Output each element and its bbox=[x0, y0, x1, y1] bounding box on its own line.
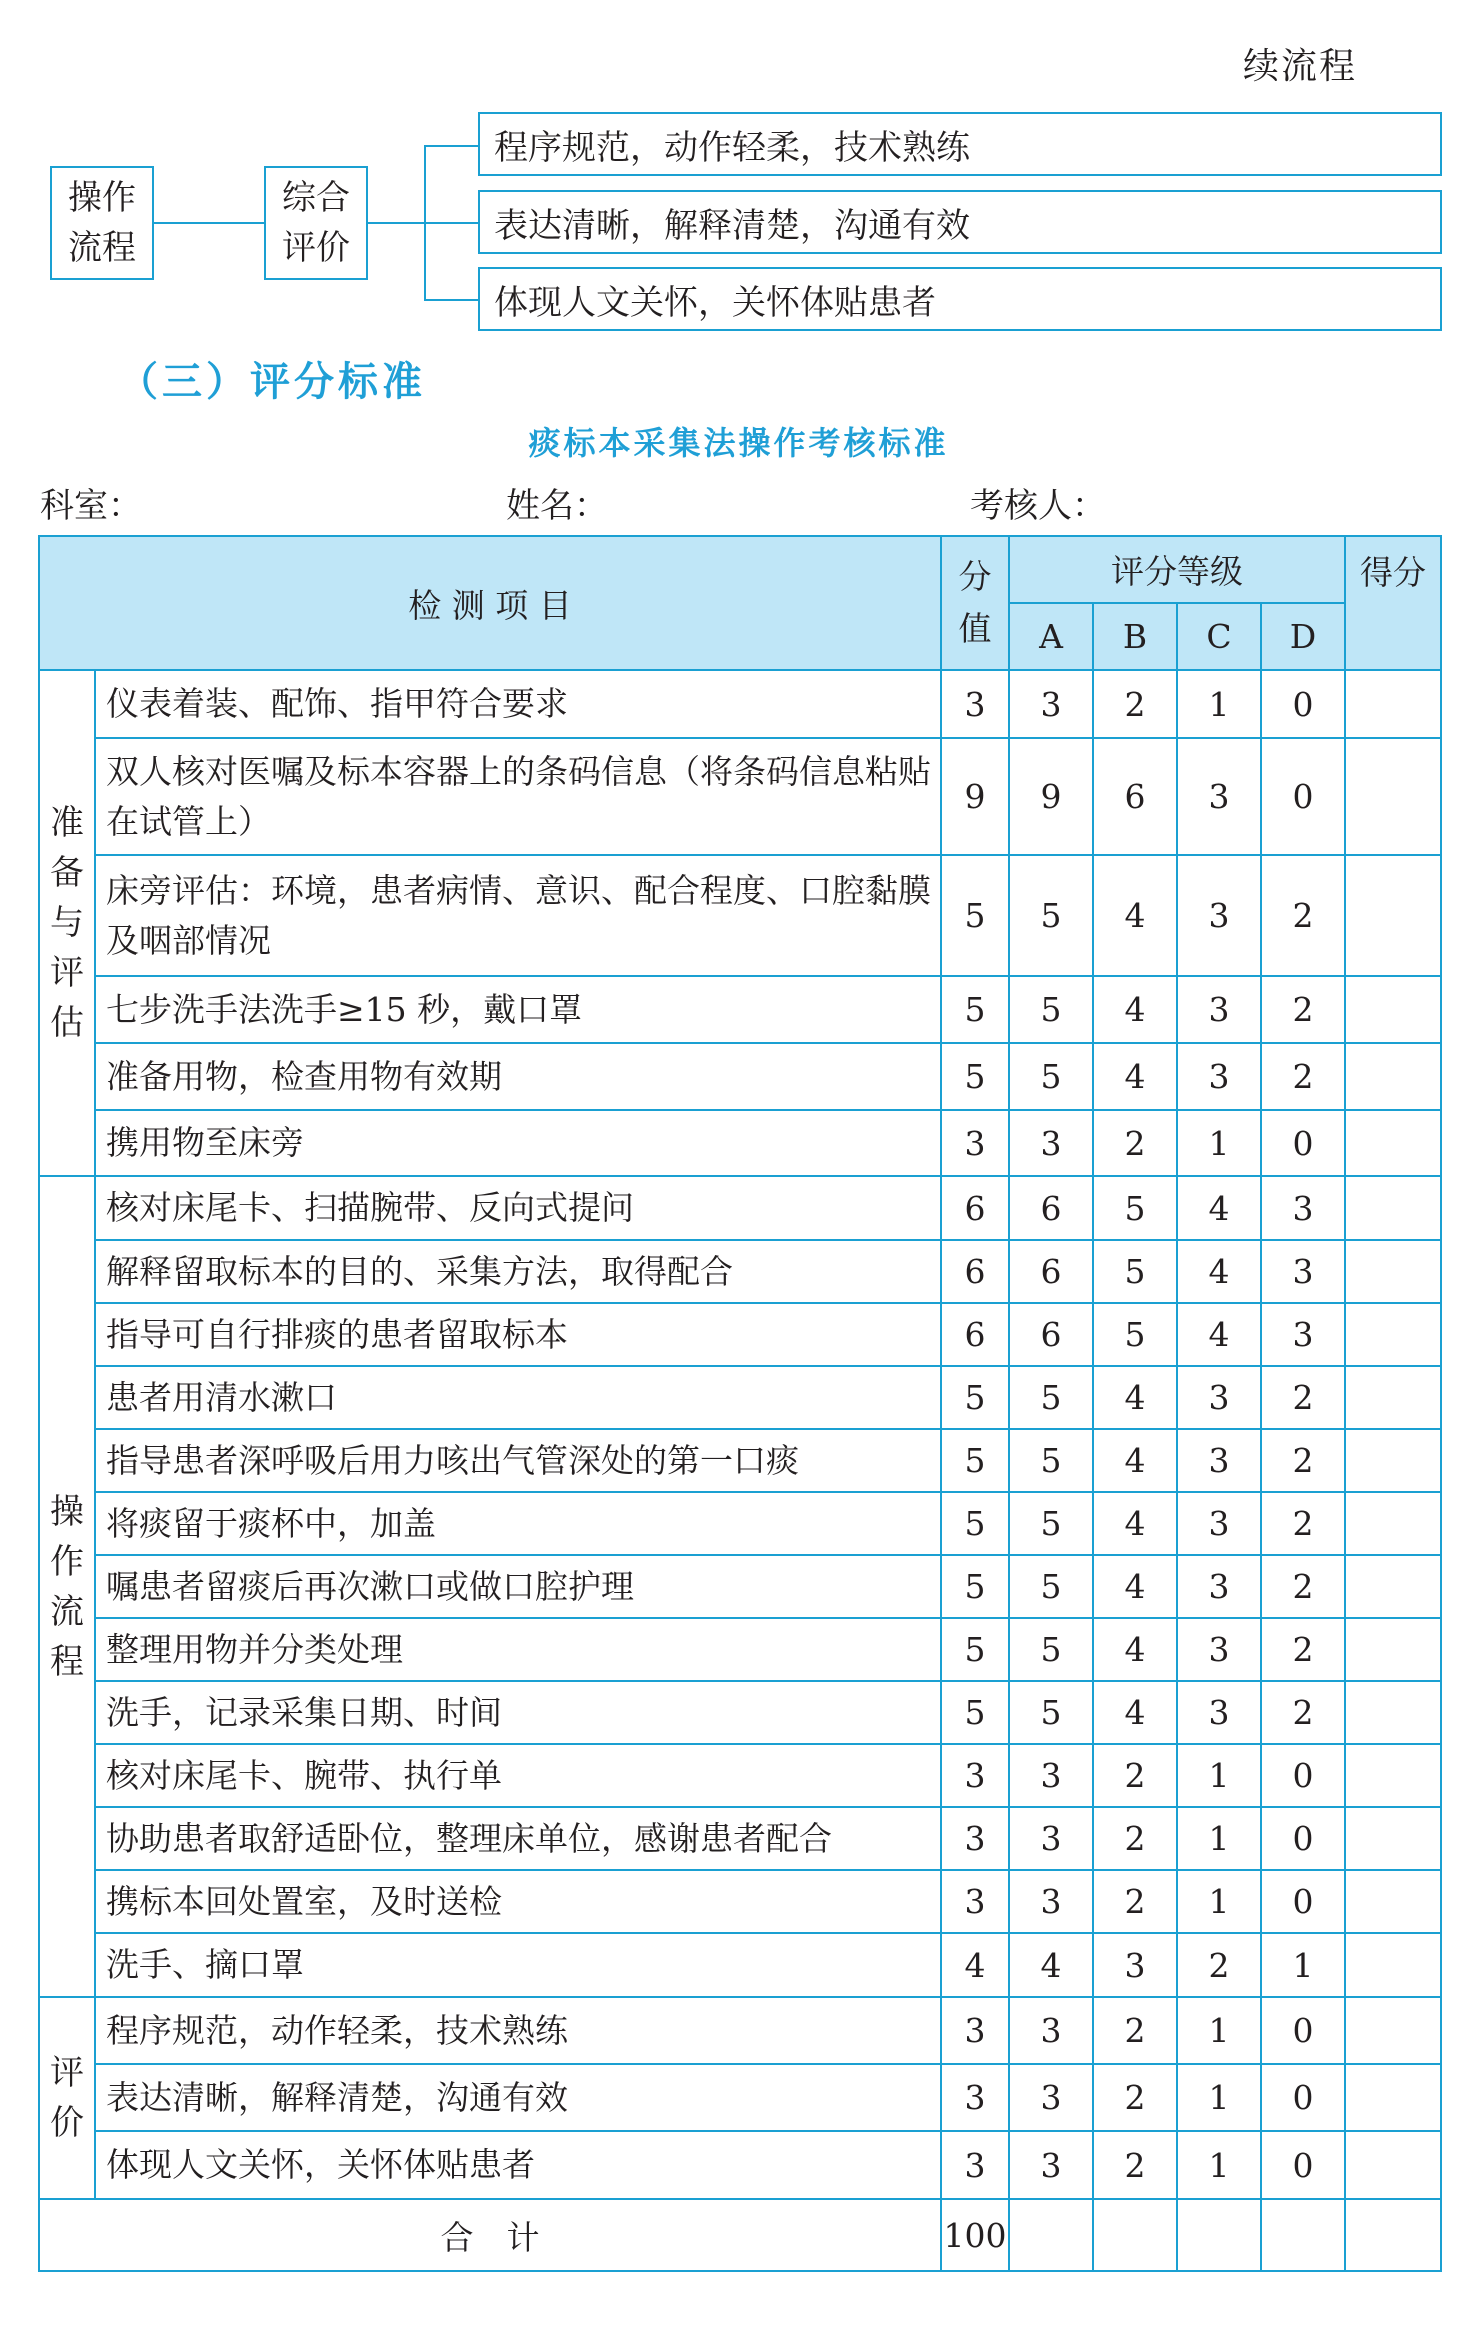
score-cell: 5 bbox=[941, 1681, 1009, 1744]
category-char: 作 bbox=[50, 1541, 84, 1582]
meta-examiner: 考核人： bbox=[970, 486, 1106, 526]
grade-cell: 5 bbox=[1009, 1043, 1093, 1110]
table-row bbox=[39, 1492, 1441, 1555]
header-grade-b: B bbox=[1093, 603, 1177, 670]
obtained-cell bbox=[1345, 1043, 1441, 1110]
grade-cell: 3 bbox=[1177, 1555, 1261, 1618]
grade-cell: 4 bbox=[1093, 1618, 1177, 1681]
grade-cell: 2 bbox=[1261, 1681, 1345, 1744]
obtained-cell bbox=[1345, 1870, 1441, 1933]
table-row bbox=[39, 1744, 1441, 1807]
grade-cell: 3 bbox=[1009, 2064, 1093, 2131]
grade-cell: 2 bbox=[1093, 1744, 1177, 1807]
grade-cell: 4 bbox=[1093, 1366, 1177, 1429]
table-row bbox=[39, 1043, 1441, 1110]
flow-stage-line: 操作 bbox=[68, 178, 136, 218]
score-cell: 3 bbox=[941, 2064, 1009, 2131]
grade-cell: 3 bbox=[1261, 1176, 1345, 1240]
table-row bbox=[39, 1240, 1441, 1303]
continued-label: 续流程 bbox=[1242, 46, 1357, 87]
table-row bbox=[39, 1366, 1441, 1429]
grade-cell: 0 bbox=[1261, 1870, 1345, 1933]
grade-cell: 4 bbox=[1093, 855, 1177, 976]
grade-cell: 4 bbox=[1177, 1240, 1261, 1303]
grade-cell: 0 bbox=[1261, 1110, 1345, 1176]
category-cell bbox=[39, 1176, 95, 1997]
item-cell: 七步洗手法洗手≥15 秒，戴口罩 bbox=[95, 976, 941, 1043]
grade-cell: 4 bbox=[1093, 1555, 1177, 1618]
grade-cell: 6 bbox=[1009, 1303, 1093, 1366]
item-cell: 表达清晰，解释清楚，沟通有效 bbox=[95, 2064, 941, 2131]
grade-cell: 5 bbox=[1009, 1681, 1093, 1744]
obtained-cell bbox=[1345, 1303, 1441, 1366]
grade-cell: 6 bbox=[1009, 1240, 1093, 1303]
score-cell: 3 bbox=[941, 1744, 1009, 1807]
score-cell: 5 bbox=[941, 855, 1009, 976]
flow-stage-line: 流程 bbox=[68, 228, 136, 268]
grade-cell: 1 bbox=[1177, 670, 1261, 738]
header-grade-a: A bbox=[1009, 603, 1093, 670]
table-row bbox=[39, 1807, 1441, 1870]
table-row bbox=[39, 1176, 1441, 1240]
score-cell: 4 bbox=[941, 1933, 1009, 1997]
grade-cell: 3 bbox=[1177, 1492, 1261, 1555]
score-cell: 3 bbox=[941, 1807, 1009, 1870]
category-char: 评 bbox=[50, 953, 84, 993]
grade-cell: 5 bbox=[1009, 976, 1093, 1043]
grade-cell: 3 bbox=[1177, 976, 1261, 1043]
total-empty-cell bbox=[1177, 2199, 1261, 2271]
grade-cell: 3 bbox=[1009, 1744, 1093, 1807]
item-cell: 携用物至床旁 bbox=[95, 1110, 941, 1176]
category-char: 流 bbox=[50, 1591, 84, 1632]
grade-cell: 3 bbox=[1177, 855, 1261, 976]
obtained-cell bbox=[1345, 1555, 1441, 1618]
grade-cell: 4 bbox=[1177, 1303, 1261, 1366]
score-cell: 3 bbox=[941, 670, 1009, 738]
total-score: 100 bbox=[941, 2199, 1009, 2271]
grade-cell: 0 bbox=[1261, 1744, 1345, 1807]
score-cell: 3 bbox=[941, 1997, 1009, 2064]
grade-cell: 0 bbox=[1261, 2131, 1345, 2199]
grade-cell: 1 bbox=[1177, 1870, 1261, 1933]
grade-cell: 2 bbox=[1093, 2131, 1177, 2199]
grade-cell: 1 bbox=[1177, 1110, 1261, 1176]
score-cell: 5 bbox=[941, 1043, 1009, 1110]
obtained-cell bbox=[1345, 1429, 1441, 1492]
grade-cell: 3 bbox=[1009, 1807, 1093, 1870]
grade-cell: 0 bbox=[1261, 1807, 1345, 1870]
header-score bbox=[941, 536, 1009, 670]
table-row bbox=[39, 1110, 1441, 1176]
item-cell: 指导可自行排痰的患者留取标本 bbox=[95, 1303, 941, 1366]
score-cell: 9 bbox=[941, 738, 1009, 855]
total-row bbox=[39, 2199, 1441, 2271]
item-cell: 准备用物，检查用物有效期 bbox=[95, 1043, 941, 1110]
flow-eval-line: 评价 bbox=[282, 228, 350, 268]
section-title: （三）评分标准 bbox=[118, 359, 426, 405]
grade-cell: 0 bbox=[1261, 2064, 1345, 2131]
grade-cell: 2 bbox=[1093, 1870, 1177, 1933]
table-row bbox=[39, 1933, 1441, 1997]
score-cell: 5 bbox=[941, 976, 1009, 1043]
table-row bbox=[39, 738, 1441, 855]
grade-cell: 5 bbox=[1093, 1240, 1177, 1303]
grade-cell: 2 bbox=[1093, 2064, 1177, 2131]
obtained-cell bbox=[1345, 1618, 1441, 1681]
item-cell: 嘱患者留痰后再次漱口或做口腔护理 bbox=[95, 1555, 941, 1618]
item-cell: 程序规范，动作轻柔，技术熟练 bbox=[95, 1997, 941, 2064]
grade-cell: 3 bbox=[1261, 1303, 1345, 1366]
obtained-cell bbox=[1345, 2131, 1441, 2199]
header-score-line: 值 bbox=[958, 609, 992, 648]
grade-cell: 2 bbox=[1093, 670, 1177, 738]
header-grade-d: D bbox=[1261, 603, 1345, 670]
grade-cell: 3 bbox=[1009, 670, 1093, 738]
total-empty-cell bbox=[1009, 2199, 1093, 2271]
item-cell: 患者用清水漱口 bbox=[95, 1366, 941, 1429]
grade-cell: 5 bbox=[1009, 855, 1093, 976]
obtained-cell bbox=[1345, 738, 1441, 855]
grade-cell: 1 bbox=[1177, 2131, 1261, 2199]
header-grade: 评分等级 bbox=[1009, 536, 1345, 603]
grade-cell: 9 bbox=[1009, 738, 1093, 855]
grade-cell: 3 bbox=[1009, 1110, 1093, 1176]
item-cell: 协助患者取舒适卧位，整理床单位，感谢患者配合 bbox=[95, 1807, 941, 1870]
grade-cell: 5 bbox=[1009, 1555, 1093, 1618]
grade-cell: 0 bbox=[1261, 1997, 1345, 2064]
header-grade-c: C bbox=[1177, 603, 1261, 670]
grade-cell: 2 bbox=[1261, 1429, 1345, 1492]
grade-cell: 3 bbox=[1009, 1997, 1093, 2064]
category-char: 操 bbox=[50, 1491, 84, 1532]
category-char: 评 bbox=[50, 2053, 84, 2093]
flow-item: 体现人文关怀，关怀体贴患者 bbox=[478, 267, 1442, 331]
grade-cell: 2 bbox=[1261, 1618, 1345, 1681]
category-char: 备 bbox=[50, 853, 84, 893]
obtained-cell bbox=[1345, 1176, 1441, 1240]
table-row bbox=[39, 1303, 1441, 1366]
score-cell: 5 bbox=[941, 1492, 1009, 1555]
grade-cell: 2 bbox=[1093, 1807, 1177, 1870]
total-empty-cell bbox=[1261, 2199, 1345, 2271]
total-label: 合 计 bbox=[39, 2199, 941, 2271]
grade-cell: 1 bbox=[1177, 1997, 1261, 2064]
table-title: 痰标本采集法操作考核标准 bbox=[528, 424, 949, 462]
item-cell: 核对床尾卡、腕带、执行单 bbox=[95, 1744, 941, 1807]
grade-cell: 1 bbox=[1177, 2064, 1261, 2131]
table-row bbox=[39, 670, 1441, 738]
grade-cell: 3 bbox=[1177, 1429, 1261, 1492]
category-char: 准 bbox=[50, 803, 84, 843]
obtained-cell bbox=[1345, 1366, 1441, 1429]
score-cell: 3 bbox=[941, 1870, 1009, 1933]
score-cell: 5 bbox=[941, 1429, 1009, 1492]
grade-cell: 3 bbox=[1261, 1240, 1345, 1303]
grade-cell: 5 bbox=[1009, 1429, 1093, 1492]
total-empty-cell bbox=[1093, 2199, 1177, 2271]
item-cell: 整理用物并分类处理 bbox=[95, 1618, 941, 1681]
grade-cell: 4 bbox=[1093, 976, 1177, 1043]
grade-cell: 4 bbox=[1009, 1933, 1093, 1997]
grade-cell: 4 bbox=[1093, 1043, 1177, 1110]
grade-cell: 5 bbox=[1009, 1366, 1093, 1429]
header-item: 检 测 项 目 bbox=[39, 536, 941, 670]
grade-cell: 5 bbox=[1009, 1492, 1093, 1555]
grade-cell: 2 bbox=[1261, 1366, 1345, 1429]
grade-cell: 4 bbox=[1093, 1429, 1177, 1492]
score-cell: 6 bbox=[941, 1176, 1009, 1240]
grade-cell: 3 bbox=[1177, 738, 1261, 855]
grade-cell: 3 bbox=[1177, 1681, 1261, 1744]
score-cell: 6 bbox=[941, 1240, 1009, 1303]
obtained-cell bbox=[1345, 1492, 1441, 1555]
grade-cell: 5 bbox=[1093, 1176, 1177, 1240]
grade-cell: 4 bbox=[1093, 1492, 1177, 1555]
flow-item: 程序规范，动作轻柔，技术熟练 bbox=[478, 112, 1442, 176]
obtained-cell bbox=[1345, 1240, 1441, 1303]
grade-cell: 3 bbox=[1177, 1366, 1261, 1429]
meta-department: 科室： bbox=[40, 486, 142, 526]
category-cell bbox=[39, 1997, 95, 2199]
table-row bbox=[39, 1997, 1441, 2064]
grade-cell: 3 bbox=[1177, 1043, 1261, 1110]
table-row bbox=[39, 2064, 1441, 2131]
grade-cell: 1 bbox=[1177, 1744, 1261, 1807]
category-char: 估 bbox=[50, 1003, 84, 1043]
grade-cell: 6 bbox=[1009, 1176, 1093, 1240]
table-row bbox=[39, 1429, 1441, 1492]
header-score-line: 分 bbox=[958, 557, 992, 596]
grade-cell: 0 bbox=[1261, 738, 1345, 855]
item-cell: 核对床尾卡、扫描腕带、反向式提问 bbox=[95, 1176, 941, 1240]
meta-name: 姓名： bbox=[506, 486, 608, 526]
grade-cell: 3 bbox=[1093, 1933, 1177, 1997]
score-cell: 3 bbox=[941, 1110, 1009, 1176]
grade-cell: 3 bbox=[1009, 2131, 1093, 2199]
table-row bbox=[39, 976, 1441, 1043]
obtained-cell bbox=[1345, 670, 1441, 738]
item-cell: 双人核对医嘱及标本容器上的条码信息（将条码信息粘贴在试管上） bbox=[95, 738, 941, 855]
item-cell: 携标本回处置室，及时送检 bbox=[95, 1870, 941, 1933]
obtained-cell bbox=[1345, 1681, 1441, 1744]
item-cell: 仪表着装、配饰、指甲符合要求 bbox=[95, 670, 941, 738]
item-cell: 将痰留于痰杯中，加盖 bbox=[95, 1492, 941, 1555]
grade-cell: 5 bbox=[1093, 1303, 1177, 1366]
grade-cell: 2 bbox=[1261, 1492, 1345, 1555]
grade-cell: 3 bbox=[1009, 1870, 1093, 1933]
grade-cell: 4 bbox=[1177, 1176, 1261, 1240]
grade-cell: 0 bbox=[1261, 670, 1345, 738]
grade-cell: 3 bbox=[1177, 1618, 1261, 1681]
score-table bbox=[38, 535, 1442, 2272]
table-row bbox=[39, 1870, 1441, 1933]
obtained-cell bbox=[1345, 1997, 1441, 2064]
item-cell: 床旁评估：环境，患者病情、意识、配合程度、口腔黏膜及咽部情况 bbox=[95, 855, 941, 976]
table-row bbox=[39, 1681, 1441, 1744]
grade-cell: 6 bbox=[1093, 738, 1177, 855]
table-row bbox=[39, 1618, 1441, 1681]
score-cell: 5 bbox=[941, 1555, 1009, 1618]
obtained-cell bbox=[1345, 1110, 1441, 1176]
flow-item: 表达清晰，解释清楚，沟通有效 bbox=[478, 190, 1442, 254]
grade-cell: 1 bbox=[1177, 1807, 1261, 1870]
score-cell: 3 bbox=[941, 2131, 1009, 2199]
grade-cell: 2 bbox=[1261, 1043, 1345, 1110]
item-cell: 体现人文关怀，关怀体贴患者 bbox=[95, 2131, 941, 2199]
item-cell: 解释留取标本的目的、采集方法，取得配合 bbox=[95, 1240, 941, 1303]
grade-cell: 2 bbox=[1093, 1110, 1177, 1176]
grade-cell: 2 bbox=[1261, 1555, 1345, 1618]
item-cell: 指导患者深呼吸后用力咳出气管深处的第一口痰 bbox=[95, 1429, 941, 1492]
flow-stage-box bbox=[50, 166, 154, 280]
grade-cell: 2 bbox=[1261, 855, 1345, 976]
grade-cell: 1 bbox=[1261, 1933, 1345, 1997]
obtained-cell bbox=[1345, 2064, 1441, 2131]
total-empty-cell bbox=[1345, 2199, 1441, 2271]
obtained-cell bbox=[1345, 976, 1441, 1043]
category-cell bbox=[39, 670, 95, 1176]
score-cell: 6 bbox=[941, 1303, 1009, 1366]
table-row bbox=[39, 1555, 1441, 1618]
flow-eval-box bbox=[264, 166, 368, 280]
grade-cell: 4 bbox=[1093, 1681, 1177, 1744]
score-cell: 5 bbox=[941, 1366, 1009, 1429]
grade-cell: 2 bbox=[1261, 976, 1345, 1043]
grade-cell: 2 bbox=[1093, 1997, 1177, 2064]
category-char: 与 bbox=[50, 903, 84, 943]
obtained-cell bbox=[1345, 1933, 1441, 1997]
category-char: 价 bbox=[50, 2103, 84, 2143]
table-row bbox=[39, 2131, 1441, 2199]
grade-cell: 2 bbox=[1177, 1933, 1261, 1997]
item-cell: 洗手、摘口罩 bbox=[95, 1933, 941, 1997]
header-obtained: 得分 bbox=[1345, 536, 1441, 670]
obtained-cell bbox=[1345, 1744, 1441, 1807]
obtained-cell bbox=[1345, 855, 1441, 976]
score-cell: 5 bbox=[941, 1618, 1009, 1681]
table-row bbox=[39, 855, 1441, 976]
category-char: 程 bbox=[50, 1641, 84, 1682]
item-cell: 洗手，记录采集日期、时间 bbox=[95, 1681, 941, 1744]
grade-cell: 5 bbox=[1009, 1618, 1093, 1681]
obtained-cell bbox=[1345, 1807, 1441, 1870]
flow-eval-line: 综合 bbox=[282, 178, 350, 218]
